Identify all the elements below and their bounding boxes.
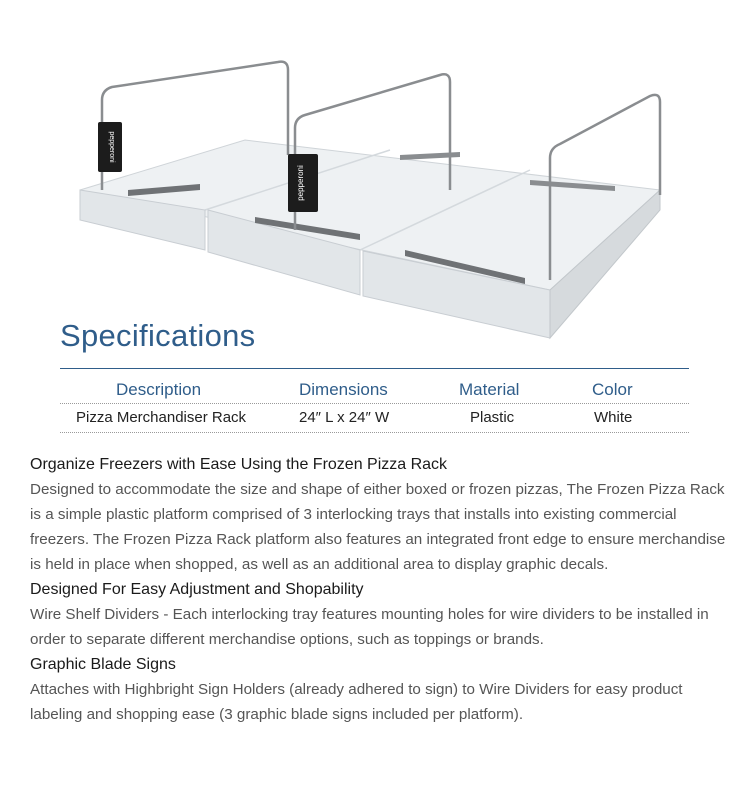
specifications-title: Specifications xyxy=(60,318,256,353)
specifications-divider xyxy=(60,368,689,369)
table-row xyxy=(60,404,689,433)
section-body-adjustment: Wire Shelf Dividers - Each interlocking tray features mounting holes for wire dividers to be installed in order to separate different merchandise options, such as toppings or brands. xyxy=(30,606,709,648)
product-description xyxy=(30,452,735,727)
section-heading-blade-signs: Graphic Blade Signs xyxy=(30,656,176,673)
cell-color: White xyxy=(594,409,633,426)
cell-description: Pizza Merchandiser Rack xyxy=(76,409,247,426)
header-description: Description xyxy=(116,380,202,399)
table-header-row xyxy=(60,377,689,404)
product-image xyxy=(60,40,700,340)
blade-sign-middle-text: pepperoni xyxy=(296,165,305,201)
section-heading-adjustment: Designed For Easy Adjustment and Shopability xyxy=(30,581,364,598)
header-dimensions: Dimensions xyxy=(299,380,388,399)
header-color: Color xyxy=(592,380,633,399)
section-body-blade-signs: Attaches with Highbright Sign Holders (already adhered to sign) to Wire Dividers for easy product labeling and shopping ease (3 graphic blade signs included per platform). xyxy=(30,681,683,723)
header-material: Material xyxy=(459,380,520,399)
section-body-organize: Designed to accommodate the size and shape of either boxed or frozen pizzas, The Frozen Pizza Rack is a simple plastic platform comprised of 3 interlocking trays that installs into existing commercial freezers. The Frozen Pizza Rack platform also features an integrated front edge to ensure merchandise is held in place when shopped, as well as an additional area to display graphic decals. xyxy=(30,481,726,573)
cell-dimensions: 24″ L x 24″ W xyxy=(299,409,390,426)
section-heading-organize: Organize Freezers with Ease Using the Frozen Pizza Rack xyxy=(30,456,448,473)
blade-sign-left-text: pepperoni xyxy=(108,131,115,163)
cell-material: Plastic xyxy=(470,409,515,426)
specifications-table xyxy=(60,377,689,433)
